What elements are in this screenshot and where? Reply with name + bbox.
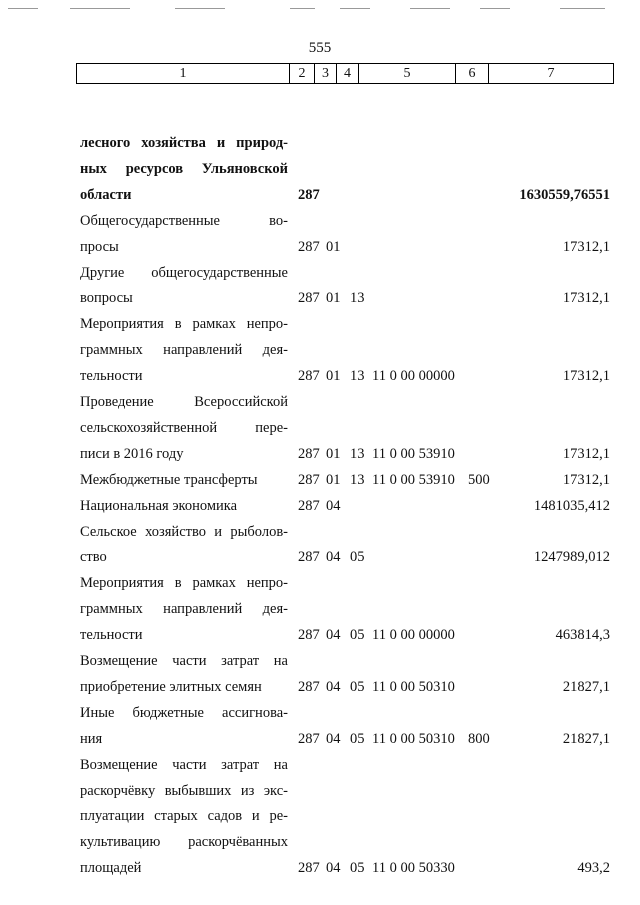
table-row (0, 808, 640, 834)
cell-c1: Другие общегосударственные (80, 264, 288, 281)
cell-c7: 17312,1 (562, 445, 610, 462)
cell-c1: лесного хозяйства и природ- (80, 135, 288, 151)
cell-c2: 287 (298, 860, 320, 877)
table-row (0, 549, 640, 575)
cell-c1: сельскохозяйственной пере- (80, 419, 288, 436)
cell-c5: 11 0 00 50310 (372, 730, 455, 747)
table-row (0, 783, 640, 809)
cell-c1: культивацию раскорчёванных (80, 834, 288, 851)
cell-c2: 287 (298, 730, 320, 747)
cell-c2: 287 (298, 678, 320, 695)
header-col-3: 3 (315, 64, 337, 84)
cell-c1: тельности (80, 368, 143, 385)
table-header (76, 63, 614, 84)
page-number: 555 (308, 40, 332, 56)
table-row (0, 601, 640, 627)
table-row (0, 394, 640, 420)
cell-c4: 05 (350, 678, 365, 695)
cell-c7: 463814,3 (555, 627, 610, 644)
cell-c5: 11 0 00 50310 (372, 678, 455, 695)
cell-c1: тельности (80, 627, 143, 644)
cell-c2: 287 (298, 549, 320, 566)
table-row (0, 757, 640, 783)
cell-c7: 17312,1 (562, 368, 610, 385)
cell-c4: 13 (350, 290, 365, 307)
table-row (0, 731, 640, 757)
cell-c5: 11 0 00 53910 (372, 445, 455, 462)
cell-c1: Мероприятия в рамках непро- (80, 575, 288, 592)
table-row (0, 239, 640, 265)
cell-c2: 287 (298, 290, 320, 307)
cell-c7: 17312,1 (562, 238, 610, 255)
table-row (0, 213, 640, 239)
cell-c3: 01 (326, 238, 341, 255)
table-row (0, 860, 640, 886)
cell-c4: 13 (350, 368, 365, 385)
cell-c5: 11 0 00 53910 (372, 471, 455, 488)
cell-c5: 11 0 00 00000 (372, 368, 455, 385)
cell-c1: области (80, 186, 132, 203)
cell-c3: 04 (326, 497, 341, 514)
cell-c1: ство (80, 549, 107, 566)
table-row (0, 368, 640, 394)
cell-c1: писи в 2016 году (80, 445, 184, 462)
cell-c1: приобретение элитных семян (80, 678, 262, 695)
cell-c7: 21827,1 (562, 730, 610, 747)
cell-c4: 05 (350, 860, 365, 877)
cell-c4: 05 (350, 549, 365, 566)
cell-c3: 01 (326, 368, 341, 385)
table-row (0, 834, 640, 860)
cell-c4: 13 (350, 445, 365, 462)
cell-c4: 05 (350, 627, 365, 644)
cell-c3: 04 (326, 678, 341, 695)
cell-c3: 04 (326, 730, 341, 747)
table-row (0, 446, 640, 472)
cell-c5: 11 0 00 00000 (372, 627, 455, 644)
scan-artifacts (0, 4, 640, 14)
table-row (0, 316, 640, 342)
cell-c2: 287 (298, 471, 320, 488)
cell-c1: вопросы (80, 290, 133, 307)
header-col-5: 5 (359, 64, 456, 84)
cell-c2: 287 (298, 627, 320, 644)
header-col-1: 1 (77, 64, 290, 84)
table-row (0, 679, 640, 705)
cell-c7: 17312,1 (562, 290, 610, 307)
cell-c1: Проведение Всероссийской (80, 394, 288, 410)
table-row (0, 653, 640, 679)
table-row (0, 627, 640, 653)
cell-c7: 1247989,012 (533, 549, 610, 566)
table-row (0, 135, 640, 161)
table-row (0, 187, 640, 213)
cell-c3: 04 (326, 627, 341, 644)
table-row (0, 420, 640, 446)
cell-c3: 01 (326, 445, 341, 462)
cell-c1: Иные бюджетные ассигнова- (80, 704, 288, 721)
cell-c1: Сельское хозяйство и рыболов- (80, 523, 288, 540)
cell-c7: 1630559,76551 (519, 186, 610, 203)
table-row (0, 472, 640, 498)
cell-c1: Общегосударственные во- (80, 212, 288, 229)
header-col-2: 2 (290, 64, 315, 84)
cell-c1: площадей (80, 860, 142, 877)
cell-c1: граммных направлений дея- (80, 601, 288, 618)
cell-c1: ния (80, 730, 103, 747)
header-col-6: 6 (456, 64, 489, 84)
cell-c7: 21827,1 (562, 678, 610, 695)
cell-c6: 500 (468, 471, 490, 488)
cell-c1: Возмещение части затрат на (80, 653, 288, 669)
cell-c7: 1481035,412 (533, 497, 610, 514)
cell-c3: 01 (326, 290, 341, 307)
cell-c1: ных ресурсов Ульяновской (80, 160, 288, 177)
cell-c2: 287 (298, 497, 320, 514)
table-row (0, 342, 640, 368)
cell-c4: 13 (350, 471, 365, 488)
table-row (0, 265, 640, 291)
cell-c1: просы (80, 238, 119, 255)
cell-c3: 04 (326, 860, 341, 877)
cell-c1: Возмещение части затрат на (80, 756, 288, 773)
cell-c1: граммных направлений дея- (80, 342, 288, 359)
cell-c2: 287 (298, 238, 320, 255)
table-row (0, 498, 640, 524)
cell-c1: Национальная экономика (80, 497, 238, 514)
cell-c1: плуатации старых садов и ре- (80, 808, 288, 825)
cell-c3: 04 (326, 549, 341, 566)
cell-c2: 287 (298, 368, 320, 385)
table-row (0, 161, 640, 187)
cell-c1: Мероприятия в рамках непро- (80, 316, 288, 333)
cell-c2: 287 (298, 445, 320, 462)
cell-c1: Межбюджетные трансферты (80, 471, 258, 488)
cell-c2: 287 (298, 186, 320, 203)
table-row (0, 524, 640, 550)
header-col-4: 4 (337, 64, 359, 84)
table-row (0, 290, 640, 316)
header-col-7: 7 (489, 64, 614, 84)
cell-c4: 05 (350, 730, 365, 747)
table-row (0, 575, 640, 601)
cell-c5: 11 0 00 50330 (372, 860, 455, 877)
table-row (0, 705, 640, 731)
cell-c7: 17312,1 (562, 471, 610, 488)
cell-c1: раскорчёвку выбывших из экс- (80, 782, 288, 799)
cell-c3: 01 (326, 471, 341, 488)
cell-c7: 493,2 (577, 860, 610, 877)
cell-c6: 800 (468, 730, 490, 747)
